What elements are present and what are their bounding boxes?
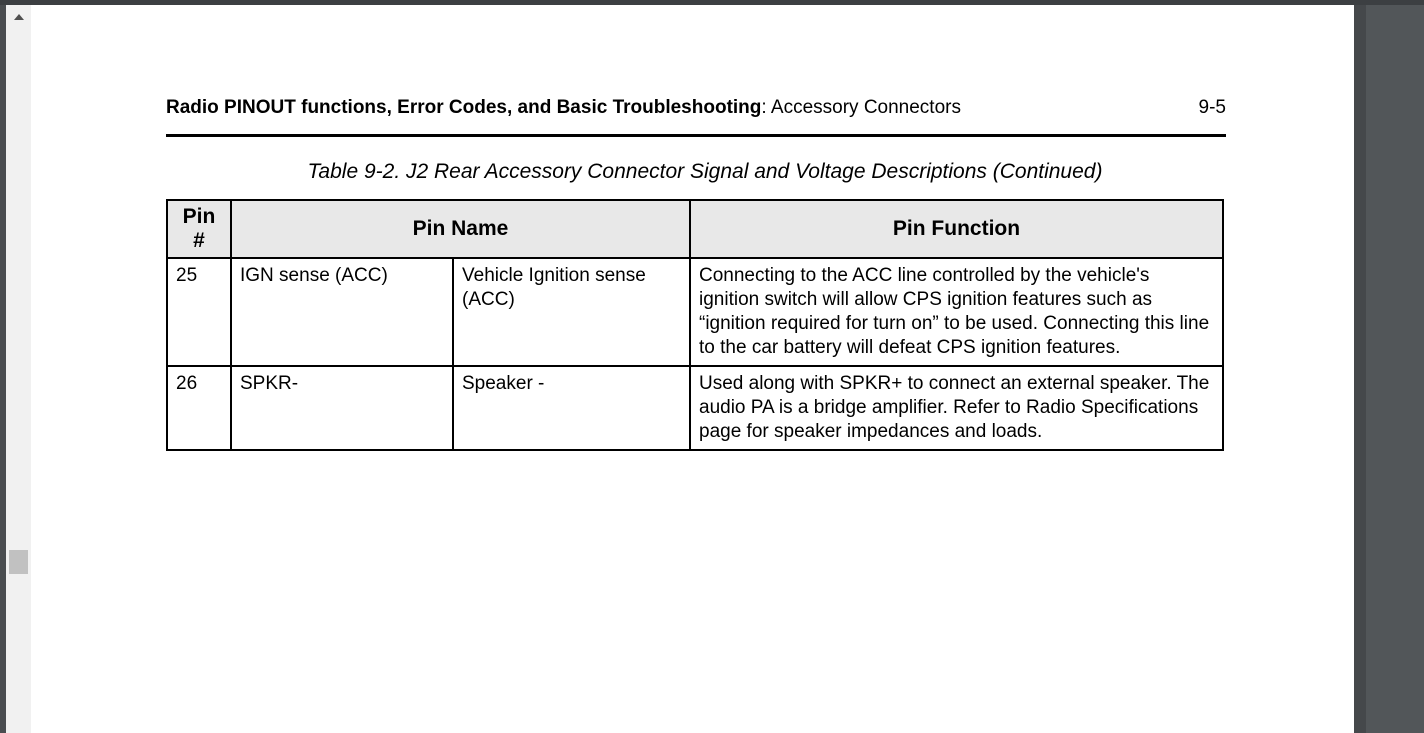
vertical-scrollbar[interactable] (6, 5, 31, 733)
table-header-row (167, 200, 1223, 258)
header-pin-number (167, 200, 231, 258)
viewer-right-shade (1354, 5, 1366, 733)
cell-long-name: Speaker - (453, 366, 690, 450)
table-row (167, 258, 1223, 366)
page-header (166, 97, 1226, 119)
header-pin-function: Pin Function (690, 200, 1223, 258)
cell-long-name: Vehicle Ignition sense (ACC) (453, 258, 690, 366)
cell-function: Connecting to the ACC line controlled by the vehicle's ignition switch will allow CPS ignition features such as “ignition required for turn on” to be used. Connecting this line to the car battery will defeat CPS ignition features. (690, 258, 1223, 366)
cell-short-name: IGN sense (ACC) (231, 258, 453, 366)
document-page (31, 5, 1354, 733)
cell-pin: 25 (167, 258, 231, 366)
header-pin-name: Pin Name (231, 200, 690, 258)
connector-table (166, 199, 1224, 451)
header-title-section: : Accessory Connectors (761, 97, 961, 118)
table-caption: Table 9-2. J2 Rear Accessory Connector Signal and Voltage Descriptions (Continued) (307, 160, 1103, 183)
table-row (167, 366, 1223, 450)
arrow-up-icon (14, 14, 24, 20)
header-pin-line2: # (193, 229, 205, 252)
cell-pin: 26 (167, 366, 231, 450)
header-title-bold: Radio PINOUT functions, Error Codes, and Basic Troubleshooting (166, 97, 762, 118)
header-rule (166, 134, 1226, 137)
cell-short-name: SPKR- (231, 366, 453, 450)
header-title (166, 97, 961, 119)
scrollbar-thumb[interactable] (9, 550, 28, 574)
cell-function: Used along with SPKR+ to connect an external speaker. The audio PA is a bridge amplifier. Refer to Radio Specifications page for speaker impedances and loads. (690, 366, 1223, 450)
scroll-up-button[interactable] (6, 8, 31, 26)
page-number: 9-5 (1198, 97, 1226, 118)
header-pin-line1: Pin (182, 205, 216, 228)
